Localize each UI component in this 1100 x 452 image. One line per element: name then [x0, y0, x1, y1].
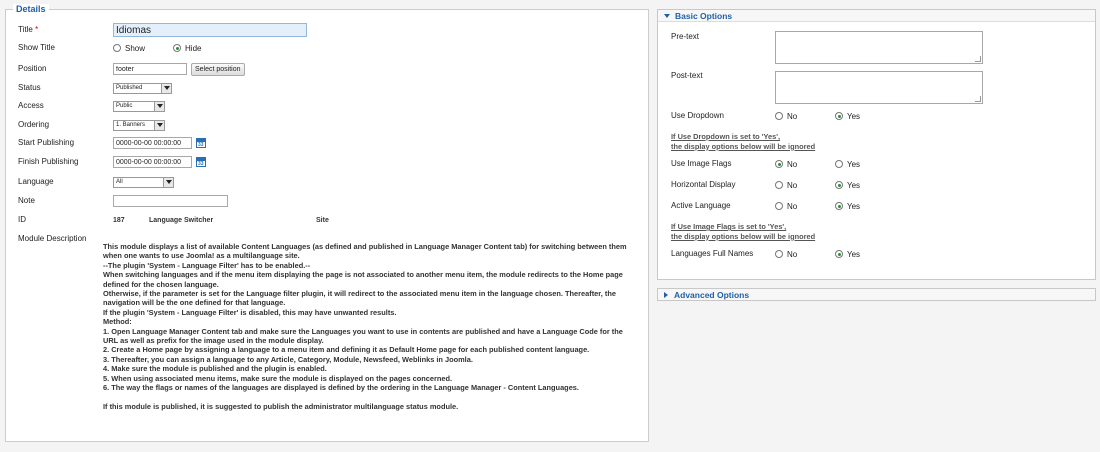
languages-full-names-yes-option[interactable]: Yes — [835, 250, 895, 259]
show-title-show-option[interactable]: Show — [113, 44, 145, 53]
active-language-no-option[interactable]: No — [775, 202, 835, 211]
desc-line: --The plugin 'System - Language Filter' has to be enabled.-- — [103, 260, 311, 270]
use-dropdown-label: Use Dropdown — [671, 111, 724, 120]
desc-line: This module displays a list of available Content Languages (as defined and published in Language Manager Content tab) for switching between them when one wants to use Joomla! as a multilanguage site. — [103, 242, 627, 261]
desc-line: 6. The way the flags or names of the languages are displayed is defined by the ordering in the Language Manager - Content Languages. — [103, 383, 579, 393]
radio-yes[interactable] — [835, 250, 843, 258]
radio-no[interactable] — [775, 202, 783, 210]
access-label: Access — [18, 101, 44, 110]
languages-full-names-label: Languages Full Names — [671, 249, 754, 258]
desc-line: Otherwise, if the parameter is set for the Language filter plugin, it will redirect to the associated menu item in the language chosen. Thereafter, the navigation will be the one defined for that language. — [103, 289, 616, 308]
radio-yes[interactable] — [835, 202, 843, 210]
radio-no[interactable] — [775, 181, 783, 189]
id-value: 187 — [113, 216, 125, 224]
position-label: Position — [18, 64, 47, 73]
chevron-down-icon — [154, 102, 164, 111]
expand-arrow-icon — [664, 292, 668, 298]
use-image-flags-label: Use Image Flags — [671, 159, 732, 168]
id-label: ID — [18, 215, 26, 224]
finish-publishing-label: Finish Publishing — [18, 157, 79, 166]
start-publishing-label: Start Publishing — [18, 138, 75, 147]
chevron-down-icon — [161, 84, 171, 93]
hide-radio[interactable] — [173, 44, 181, 52]
desc-line: 5. When using associated menu items, make sure the module is displayed on the pages concerned. — [103, 373, 453, 383]
ordering-select[interactable]: 1. Banners — [113, 120, 165, 131]
use-image-flags-yes-option[interactable]: Yes — [835, 160, 895, 169]
horizontal-display-yes-option[interactable]: Yes — [835, 181, 895, 190]
status-label: Status — [18, 83, 41, 92]
note-label: Note — [18, 196, 35, 205]
desc-line: When switching languages and if the menu item displaying the page is not associated to another menu item, the module redirects to the Home page defined for the chosen language. — [103, 270, 623, 289]
desc-line: 2. Create a Home page by assigning a language to a menu item and defining it as Default Home page for each published content language. — [103, 345, 590, 355]
use-image-flags-no-option[interactable]: No — [775, 160, 835, 169]
radio-no[interactable] — [775, 160, 783, 168]
chevron-down-icon — [154, 121, 164, 130]
dropdown-note: If Use Dropdown is set to 'Yes', the display options below will be ignored — [671, 132, 816, 151]
status-select[interactable]: Published — [113, 83, 172, 94]
finish-publishing-input[interactable] — [113, 156, 192, 168]
desc-line: Method: — [103, 317, 132, 327]
desc-line — [103, 393, 633, 402]
horizontal-display-no-option[interactable]: No — [775, 181, 835, 190]
active-language-label: Active Language — [671, 201, 731, 210]
calendar-icon[interactable]: 33 — [196, 157, 206, 167]
post-text-textarea[interactable] — [775, 71, 983, 104]
desc-line: 4. Make sure the module is published and the plugin is enabled. — [103, 364, 327, 374]
advanced-options-header[interactable]: Advanced Options — [658, 289, 1095, 300]
title-input[interactable] — [113, 23, 307, 37]
module-client: Site — [316, 216, 329, 224]
position-input[interactable] — [113, 63, 187, 75]
desc-line: If the plugin 'System - Language Filter' is disabled, this may have unwanted results. — [103, 307, 397, 317]
details-fieldset — [5, 4, 649, 442]
use-dropdown-no-option[interactable]: No — [775, 112, 835, 121]
desc-line: If this module is published, it is suggested to publish the administrator multilanguage status module. — [103, 401, 459, 411]
pre-text-label: Pre-text — [671, 32, 700, 41]
language-select[interactable]: All — [113, 177, 174, 188]
desc-line: 1. Open Language Manager Content tab and make sure the Languages you want to use in contents are published and have a Language Code for the URL as well as prefix for the image used in the module display. — [103, 326, 623, 346]
radio-yes[interactable] — [835, 112, 843, 120]
language-label: Language — [18, 177, 54, 186]
required-mark: * — [35, 25, 39, 34]
collapse-arrow-icon — [664, 14, 670, 18]
show-title-label: Show Title — [18, 43, 55, 52]
ordering-label: Ordering — [18, 120, 50, 129]
start-publishing-input[interactable] — [113, 137, 192, 149]
basic-options-header[interactable]: Basic Options — [658, 10, 1095, 22]
calendar-icon[interactable]: 33 — [196, 138, 206, 148]
select-position-button[interactable]: Select position — [191, 63, 245, 76]
show-title-hide-option[interactable]: Hide — [173, 44, 201, 53]
use-dropdown-yes-option[interactable]: Yes — [835, 112, 895, 121]
horizontal-display-label: Horizontal Display — [671, 180, 736, 189]
module-type: Language Switcher — [149, 216, 214, 224]
desc-line: 3. Thereafter, you can assign a language to any Article, Category, Module, Newsfeed, Weblinks in Joomla. — [103, 354, 473, 364]
languages-full-names-no-option[interactable]: No — [775, 250, 835, 259]
details-legend: Details — [13, 4, 49, 15]
note-input[interactable] — [113, 195, 228, 207]
flags-note: If Use Image Flags is set to 'Yes', the display options below will be ignored — [671, 222, 816, 241]
module-description-label: Module Description — [18, 234, 87, 243]
post-text-label: Post-text — [671, 71, 703, 80]
radio-no[interactable] — [775, 112, 783, 120]
title-label: Title * — [18, 25, 39, 34]
module-description-text — [103, 242, 633, 411]
show-radio[interactable] — [113, 44, 121, 52]
access-select[interactable]: Public — [113, 101, 165, 112]
radio-yes[interactable] — [835, 181, 843, 189]
pre-text-textarea[interactable] — [775, 31, 983, 64]
chevron-down-icon — [163, 178, 173, 187]
active-language-yes-option[interactable]: Yes — [835, 202, 895, 211]
radio-yes[interactable] — [835, 160, 843, 168]
radio-no[interactable] — [775, 250, 783, 258]
basic-options-panel — [657, 9, 1096, 280]
advanced-options-panel — [657, 288, 1096, 301]
